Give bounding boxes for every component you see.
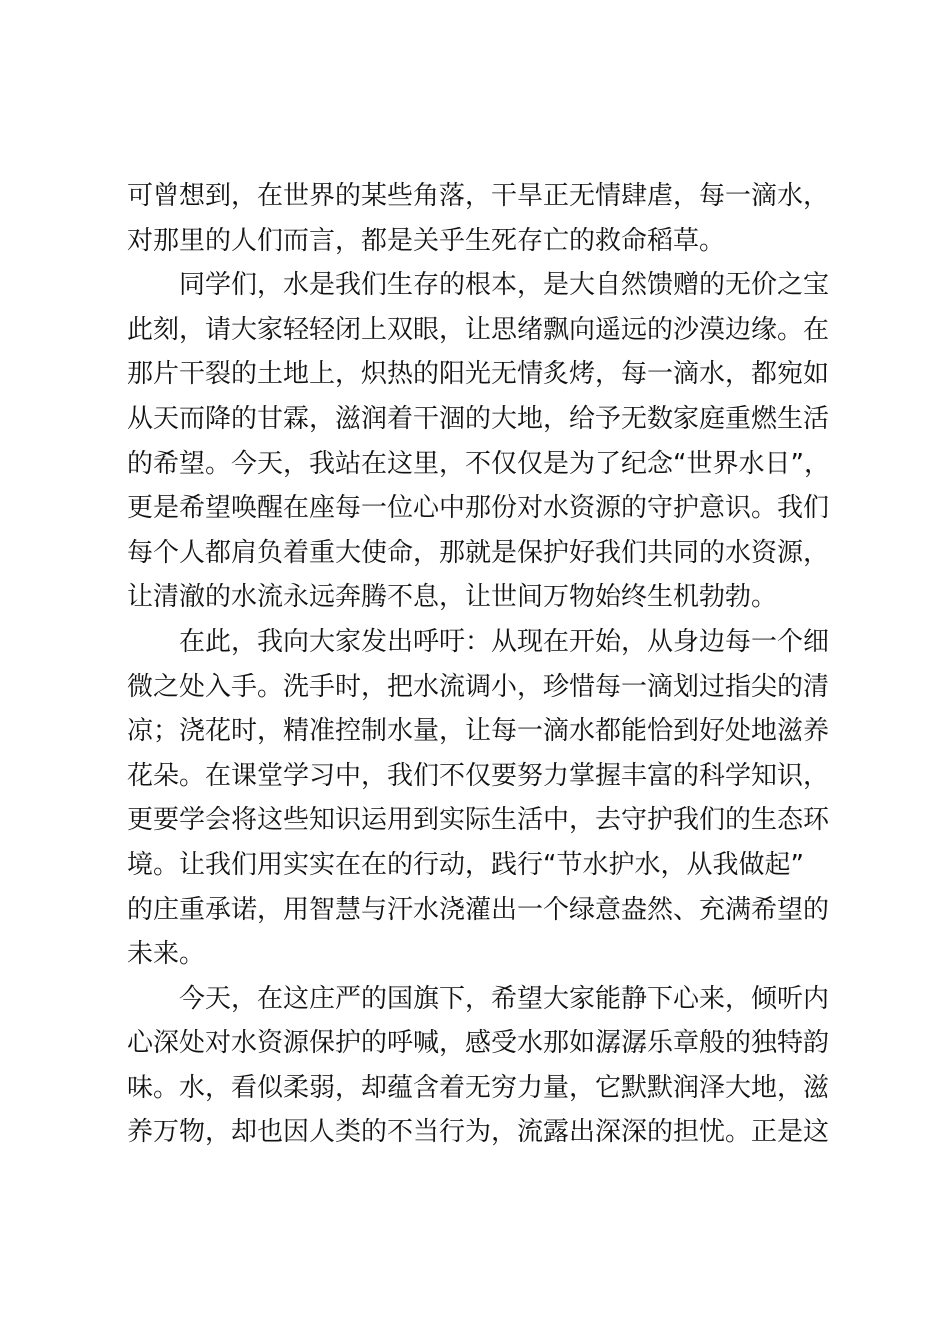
text-line: 味。水，看似柔弱，却蕴含着无穷力量，它默默润泽大地，滋 (127, 1072, 830, 1103)
text-line: 养万物，却也因人类的不当行为，流露出深深的担忧。正是这 (127, 1117, 830, 1148)
paragraph-first-line: 同学们，水是我们生存的根本，是大自然馈赠的无价之宝 (179, 270, 830, 301)
text-line: 心深处对水资源保护的呼喊，感受水那如潺潺乐章般的独特韵 (127, 1028, 830, 1059)
text-line: 让清澈的水流永远奔腾不息，让世间万物始终生机勃勃。 (127, 582, 778, 613)
text-line: 更要学会将这些知识运用到实际生活中，去守护我们的生态环 (127, 805, 830, 836)
text-line: 此刻，请大家轻轻闭上双眼，让思绪飘向遥远的沙漠边缘。在 (127, 314, 830, 345)
text-line: 可曾想到，在世界的某些角落，干旱正无情肆虐，每一滴水， (127, 181, 830, 211)
text-line: 未来。 (127, 939, 206, 970)
text-line: 的庄重承诺，用智慧与汗水浇灌出一个绿意盎然、充满希望的 (127, 894, 830, 925)
text-line: 每个人都肩负着重大使命，那就是保护好我们共同的水资源， (127, 537, 830, 568)
paragraph-first-line: 今天，在这庄严的国旗下，希望大家能静下心来，倾听内 (179, 983, 830, 1014)
document-body (127, 174, 835, 1155)
text-line: 的希望。今天，我站在这里，不仅仅是为了纪念“世界水日”， (127, 448, 830, 479)
text-line: 境。让我们用实实在在的行动，践行“节水护水，从我做起” (127, 849, 804, 880)
paragraph-first-line: 在此，我向大家发出呼吁：从现在开始，从身边每一个细 (179, 626, 830, 657)
text-line: 凉；浇花时，精准控制水量，让每一滴水都能恰到好处地滋养 (127, 716, 830, 747)
text-line: 微之处入手。洗手时，把水流调小，珍惜每一滴划过指尖的清 (127, 671, 830, 702)
text-line: 对那里的人们而言，都是关乎生死存亡的救命稻草。 (127, 225, 726, 256)
text-line: 更是希望唤醒在座每一位心中那份对水资源的守护意识。我们 (127, 493, 830, 524)
text-line: 花朵。在课堂学习中，我们不仅要努力掌握丰富的科学知识， (127, 760, 830, 791)
text-line: 那片干裂的土地上，炽热的阳光无情炙烤，每一滴水，都宛如 (127, 359, 830, 390)
text-line: 从天而降的甘霖，滋润着干涸的大地，给予无数家庭重燃生活 (127, 403, 830, 434)
